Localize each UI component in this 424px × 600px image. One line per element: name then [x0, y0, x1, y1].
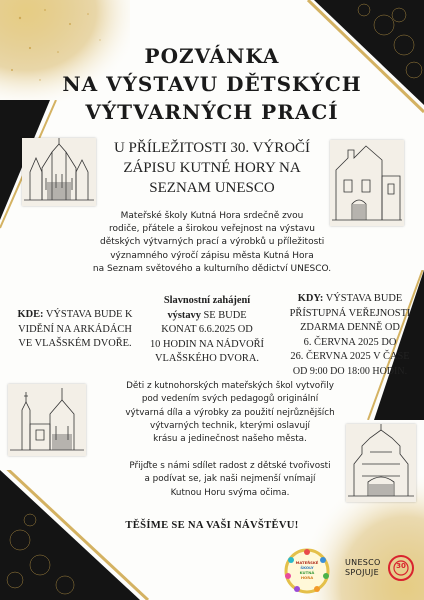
subtitle-line-1: U PŘÍLEŽITOSTI 30. VÝROČÍ	[113, 140, 311, 156]
stone-fountain-sketch-image	[346, 424, 416, 502]
logo-text-line: HORA	[300, 575, 314, 580]
opening-line: VLAŠSKÉHO DVORA.	[155, 353, 259, 364]
stone-house-sketch-image	[330, 140, 404, 226]
body-line: Kutnou Horu svýma očima.	[170, 487, 290, 498]
opening-line: KONAT 6.6.2025 OD	[161, 324, 253, 335]
logo-text-line: KUTNÁ	[299, 570, 315, 575]
kindergarten-logo	[284, 548, 330, 594]
when-line: PŘÍSTUPNÁ VEŘEJNOSTI	[289, 307, 411, 319]
cathedral-sketch-image	[22, 138, 96, 206]
where-line: VÝSTAVA BUDE K	[45, 309, 133, 320]
opening-line: SE BUDE	[203, 309, 247, 321]
unesco-label: UNESCO	[345, 558, 381, 567]
body-line: Přijďte s námi sdílet radost z dětské tvořivosti	[129, 461, 331, 471]
body-line: pod vedením svých pedagogů originální	[141, 394, 319, 405]
body-line: výtvarných technik, kterými oslavují	[150, 420, 310, 431]
church-tower-sketch-image	[8, 384, 86, 456]
when-line: VÝSTAVA BUDE	[325, 293, 403, 304]
intro-line: rodiče, přátele a širokou veřejnost na výstavu	[108, 224, 316, 235]
title-line-2: NA VÝSTAVU DĚTSKÝCH	[62, 72, 362, 96]
intro-line: významného výročí zápisu města Kutná Hora	[110, 250, 314, 261]
opening-section	[140, 294, 274, 367]
unesco-spojuje-logo	[345, 552, 415, 588]
opening-heading: výstavy	[167, 309, 201, 321]
intro-line: Mateřské školy Kutná Hora srdečně zvou	[120, 211, 304, 221]
body-line: a podívat se, jak naši nejmenší vnímají	[144, 474, 316, 485]
title-line-3: VÝTVARNÝCH PRACÍ	[85, 100, 339, 124]
when-section	[282, 292, 418, 379]
opening-line: 10 HODIN NA NÁDVOŘÍ	[149, 338, 264, 350]
body-line: krásu a jedinečnost našeho města.	[153, 434, 307, 445]
when-line: 26. ČERVNA 2025 V ČASE	[290, 351, 410, 362]
unesco-number: 30	[396, 562, 406, 570]
body-line: Děti z kutnohorských mateřských škol vytvořily	[126, 381, 334, 391]
where-section	[16, 308, 134, 352]
logo-text-line: ŠKOLY	[300, 565, 314, 570]
where-line: VIDĚNÍ NA ARKÁDÁCH	[18, 323, 132, 335]
intro-line: dětských výtvarných prací a výrobků u příležitosti	[100, 237, 325, 248]
invitation-paragraph	[120, 460, 340, 500]
where-label: KDE:	[17, 309, 44, 320]
page-title	[0, 42, 424, 126]
closing-line: TĚŠÍME SE NA VAŠI NÁVŠTĚVU!	[125, 520, 299, 531]
subtitle-line-2: ZÁPISU KUTNÉ HORY NA	[123, 160, 301, 176]
opening-heading: Slavnostní zahájení	[163, 295, 251, 306]
intro-line: na Seznam světového a kulturního dědictví UNESCO.	[92, 263, 332, 274]
children-paragraph	[120, 380, 340, 446]
when-line: OD 9:00 DO 18:00 HODIN.	[292, 365, 408, 377]
unesco-spojuje-label: SPOJUJE	[345, 568, 379, 577]
title-line-1: POZVÁNKA	[144, 44, 280, 68]
when-line: 6. ČERVNA 2025 DO	[303, 336, 397, 348]
subtitle-line-3: SEZNAM UNESCO	[149, 180, 275, 196]
kindergarten-logo-text	[290, 560, 324, 580]
where-line: VE VLAŠSKÉM DVOŘE.	[18, 338, 132, 349]
intro-paragraph	[92, 210, 332, 276]
subtitle	[108, 138, 316, 198]
body-line: výtvarná díla a výrobky za použití nejrůznějších	[125, 407, 335, 418]
when-label: KDY:	[297, 293, 324, 304]
logo-text-line: MATEŘSKÉ	[295, 560, 319, 565]
when-line: ZDARMA DENNĚ OD	[300, 322, 400, 333]
